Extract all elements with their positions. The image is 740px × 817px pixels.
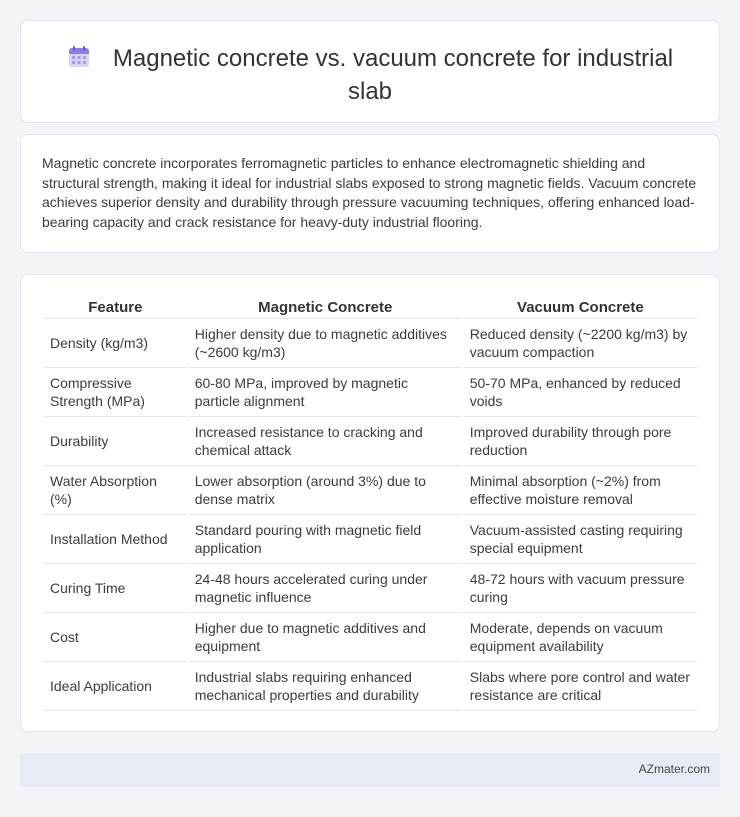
table-header-row	[44, 294, 697, 319]
cell-vacuum: Improved durability through pore reduction	[464, 417, 697, 466]
table-row	[44, 319, 697, 368]
table-row	[44, 368, 697, 417]
title-card	[20, 20, 720, 123]
cell-magnetic: 60-80 MPa, improved by magnetic particle alignment	[189, 368, 462, 417]
cell-feature: Water Absorption (%)	[44, 466, 187, 515]
cell-feature: Curing Time	[44, 564, 187, 613]
cell-magnetic: Lower absorption (around 3%) due to dense matrix	[189, 466, 462, 515]
header-vacuum: Vacuum Concrete	[464, 294, 697, 319]
cell-magnetic: Higher density due to magnetic additives (~2600 kg/m3)	[189, 319, 462, 368]
cell-magnetic: Industrial slabs requiring enhanced mechanical properties and durability	[189, 662, 462, 711]
cell-vacuum: Slabs where pore control and water resistance are critical	[464, 662, 697, 711]
cell-vacuum: Reduced density (~2200 kg/m3) by vacuum compaction	[464, 319, 697, 368]
table-row	[44, 417, 697, 466]
cell-magnetic: Higher due to magnetic additives and equipment	[189, 613, 462, 662]
intro-card	[20, 134, 720, 253]
cell-feature: Installation Method	[44, 515, 187, 564]
cell-feature: Density (kg/m3)	[44, 319, 187, 368]
table-row	[44, 515, 697, 564]
cell-vacuum: Minimal absorption (~2%) from effective moisture removal	[464, 466, 697, 515]
cell-vacuum: 50-70 MPa, enhanced by reduced voids	[464, 368, 697, 417]
comparison-table	[42, 294, 699, 711]
table-row	[44, 662, 697, 711]
cell-magnetic: 24-48 hours accelerated curing under magnetic influence	[189, 564, 462, 613]
page-title-wrap	[51, 44, 689, 107]
cell-feature: Durability	[44, 417, 187, 466]
cell-feature: Cost	[44, 613, 187, 662]
table-row	[44, 564, 697, 613]
footer-bar	[20, 753, 720, 787]
intro-paragraph: Magnetic concrete incorporates ferromagnetic particles to enhance electromagnetic shielding and structural strength, making it ideal for industrial slabs exposed to strong magnetic fields. Vacuum concrete achieves superior density and durability through pressure vacuuming techniques, offering enhanced load-bearing capacity and crack resistance for heavy-duty industrial flooring.	[42, 155, 697, 230]
page-title: Magnetic concrete vs. vacuum concrete for industrial slab	[112, 45, 674, 105]
cell-vacuum: Vacuum-assisted casting requiring special equipment	[464, 515, 697, 564]
cell-magnetic: Increased resistance to cracking and chemical attack	[189, 417, 462, 466]
table-row	[44, 466, 697, 515]
cell-vacuum: 48-72 hours with vacuum pressure curing	[464, 564, 697, 613]
header-feature: Feature	[44, 294, 187, 319]
header-magnetic: Magnetic Concrete	[189, 294, 462, 319]
table-row	[44, 613, 697, 662]
comparison-card	[20, 274, 720, 732]
calendar-icon	[67, 45, 91, 77]
footer-site-label[interactable]: AZmater.com	[638, 762, 710, 776]
cell-feature: Ideal Application	[44, 662, 187, 711]
cell-magnetic: Standard pouring with magnetic field application	[189, 515, 462, 564]
cell-vacuum: Moderate, depends on vacuum equipment availability	[464, 613, 697, 662]
cell-feature: Compressive Strength (MPa)	[44, 368, 187, 417]
